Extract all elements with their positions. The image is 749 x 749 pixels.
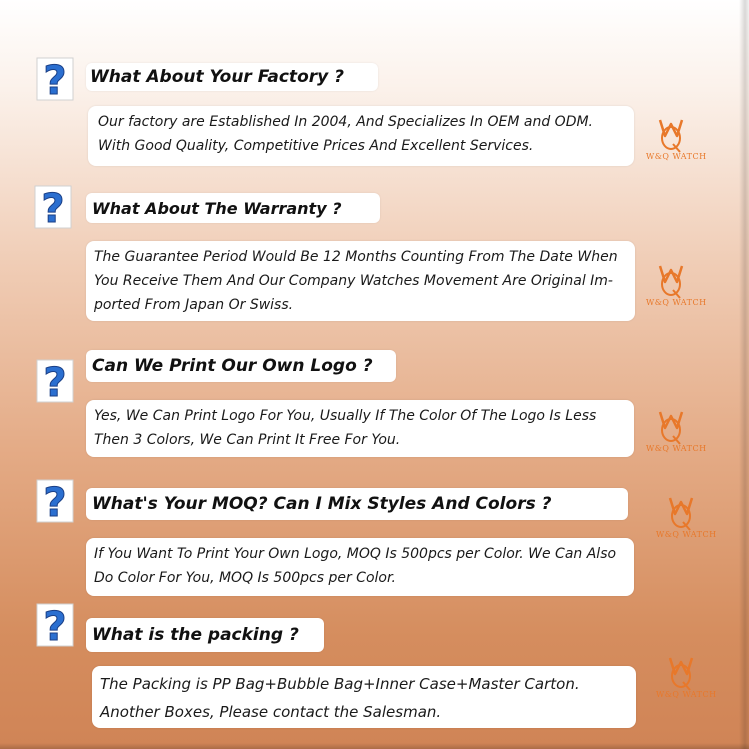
- faq-question-3: Can We Print Our Own Logo ?: [86, 350, 396, 382]
- svg-text:?: ?: [43, 58, 67, 102]
- faq-answer-1: Our factory are Established In 2004, And Specializes In OEM and ODM. With Good Quality, Competitive Prices And Excellent Services.: [88, 106, 634, 166]
- question-mark-icon: [36, 56, 76, 102]
- logo-wordmark: W&Q WATCH: [656, 690, 717, 699]
- faq-answer-4: If You Want To Print Your Own Logo, MOQ Is 500pcs per Color. We Can Also Do Color For You, MOQ Is 500pcs per Color.: [86, 538, 634, 596]
- svg-text:?: ?: [43, 360, 67, 404]
- question-mark-icon: [36, 358, 76, 404]
- question-mark-icon: [34, 184, 74, 230]
- wq-watch-logo: [656, 494, 717, 550]
- svg-text:?: ?: [41, 186, 65, 230]
- faq-question-2: What About The Warranty ?: [86, 193, 380, 223]
- logo-wordmark: W&Q WATCH: [656, 530, 717, 539]
- wq-watch-logo: [646, 116, 707, 172]
- faq-question-5: What is the packing ?: [86, 618, 324, 652]
- faq-answer-5: The Packing is PP Bag+Bubble Bag+Inner Case+Master Carton. Another Boxes, Please contact the Salesman.: [92, 666, 636, 728]
- right-edge-shadow: [739, 0, 749, 749]
- logo-wordmark: W&Q WATCH: [646, 298, 707, 307]
- wq-watch-logo: [656, 654, 717, 710]
- bottom-edge-shadow: [0, 743, 749, 749]
- question-mark-icon: [36, 602, 76, 648]
- faq-question-1: What About Your Factory ?: [86, 63, 378, 91]
- question-mark-icon: [36, 478, 76, 524]
- logo-wordmark: W&Q WATCH: [646, 444, 707, 453]
- svg-text:?: ?: [43, 604, 67, 648]
- faq-answer-2: The Guarantee Period Would Be 12 Months Counting From The Date When You Receive Them And Our Company Watches Movement Are Original Im-ported From Japan Or Swiss.: [86, 241, 635, 321]
- svg-text:?: ?: [43, 480, 67, 524]
- faq-answer-3: Yes, We Can Print Logo For You, Usually If The Color Of The Logo Is Less Then 3 Colors, We Can Print It Free For You.: [86, 400, 634, 457]
- wq-watch-logo: [646, 262, 707, 318]
- faq-question-4: What's Your MOQ? Can I Mix Styles And Colors ?: [86, 488, 628, 520]
- wq-watch-logo: [646, 408, 707, 464]
- logo-wordmark: W&Q WATCH: [646, 152, 707, 161]
